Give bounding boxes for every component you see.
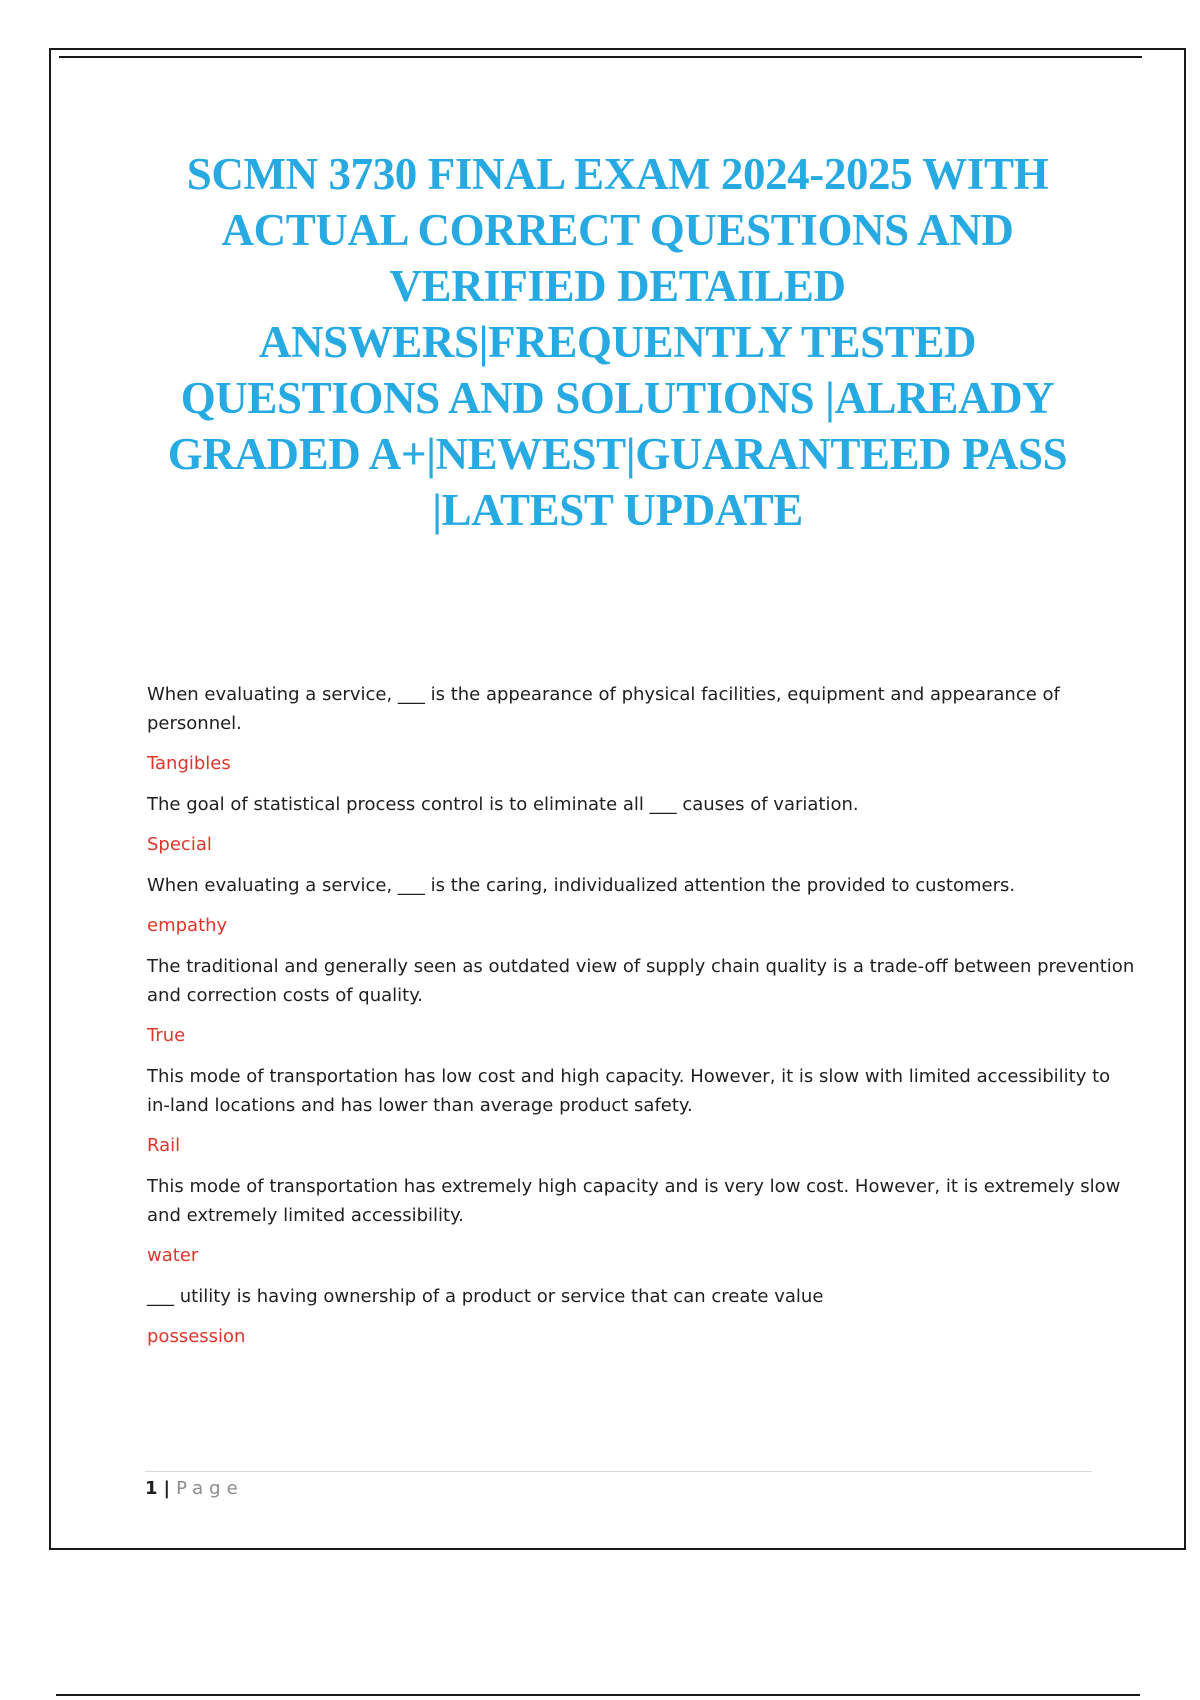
qa-item: [147, 1172, 1137, 1267]
qa-item: [147, 1062, 1137, 1157]
next-page-rule: [56, 1694, 1140, 1696]
page-number: 1: [145, 1478, 158, 1499]
qa-item: [147, 871, 1137, 937]
question-text: When evaluating a service, ___ is the caring, individualized attention the provided to customers.: [147, 875, 1016, 896]
qa-item: [147, 680, 1137, 775]
question-text: This mode of transportation has extremely high capacity and is very low cost. However, it is extremely slow and extremely limited accessibility.: [147, 1176, 1121, 1226]
page-label: Page: [176, 1478, 244, 1499]
answer-text: empathy: [147, 915, 228, 936]
question-text: The traditional and generally seen as outdated view of supply chain quality is a trade-off between prevention and correction costs of quality.: [147, 956, 1135, 1006]
answer-text: Special: [147, 834, 212, 855]
qa-item: [147, 790, 1137, 856]
answer-text: True: [147, 1025, 186, 1046]
footer-rule: [145, 1471, 1092, 1472]
page-separator: |: [163, 1478, 171, 1499]
answer-text: Rail: [147, 1135, 181, 1156]
question-text: When evaluating a service, ___ is the appearance of physical facilities, equipment and appearance of personnel.: [147, 684, 1060, 734]
header-rule: [59, 56, 1142, 58]
answer-text: Tangibles: [147, 753, 231, 774]
answer-text: water: [147, 1245, 199, 1266]
qa-item: [147, 952, 1137, 1047]
qa-item: [147, 1282, 1137, 1348]
document-title: SCMN 3730 FINAL EXAM 2024-2025 WITH ACTUAL CORRECT QUESTIONS AND VERIFIED DETAILED ANSWERS|FREQUENTLY TESTED QUESTIONS AND SOLUTIONS |ALREADY GRADED A+|NEWEST|GUARANTEED PASS |LATEST UPDATE: [167, 149, 1068, 535]
page-footer: [145, 1477, 244, 1501]
question-text: ___ utility is having ownership of a product or service that can create value: [147, 1286, 824, 1307]
qa-list: [147, 680, 1137, 1363]
answer-text: possession: [147, 1326, 246, 1347]
question-text: The goal of statistical process control is to eliminate all ___ causes of variation.: [147, 794, 859, 815]
page-frame: [49, 48, 1186, 1550]
question-text: This mode of transportation has low cost and high capacity. However, it is slow with limited accessibility to in-land locations and has lower than average product safety.: [147, 1066, 1111, 1116]
